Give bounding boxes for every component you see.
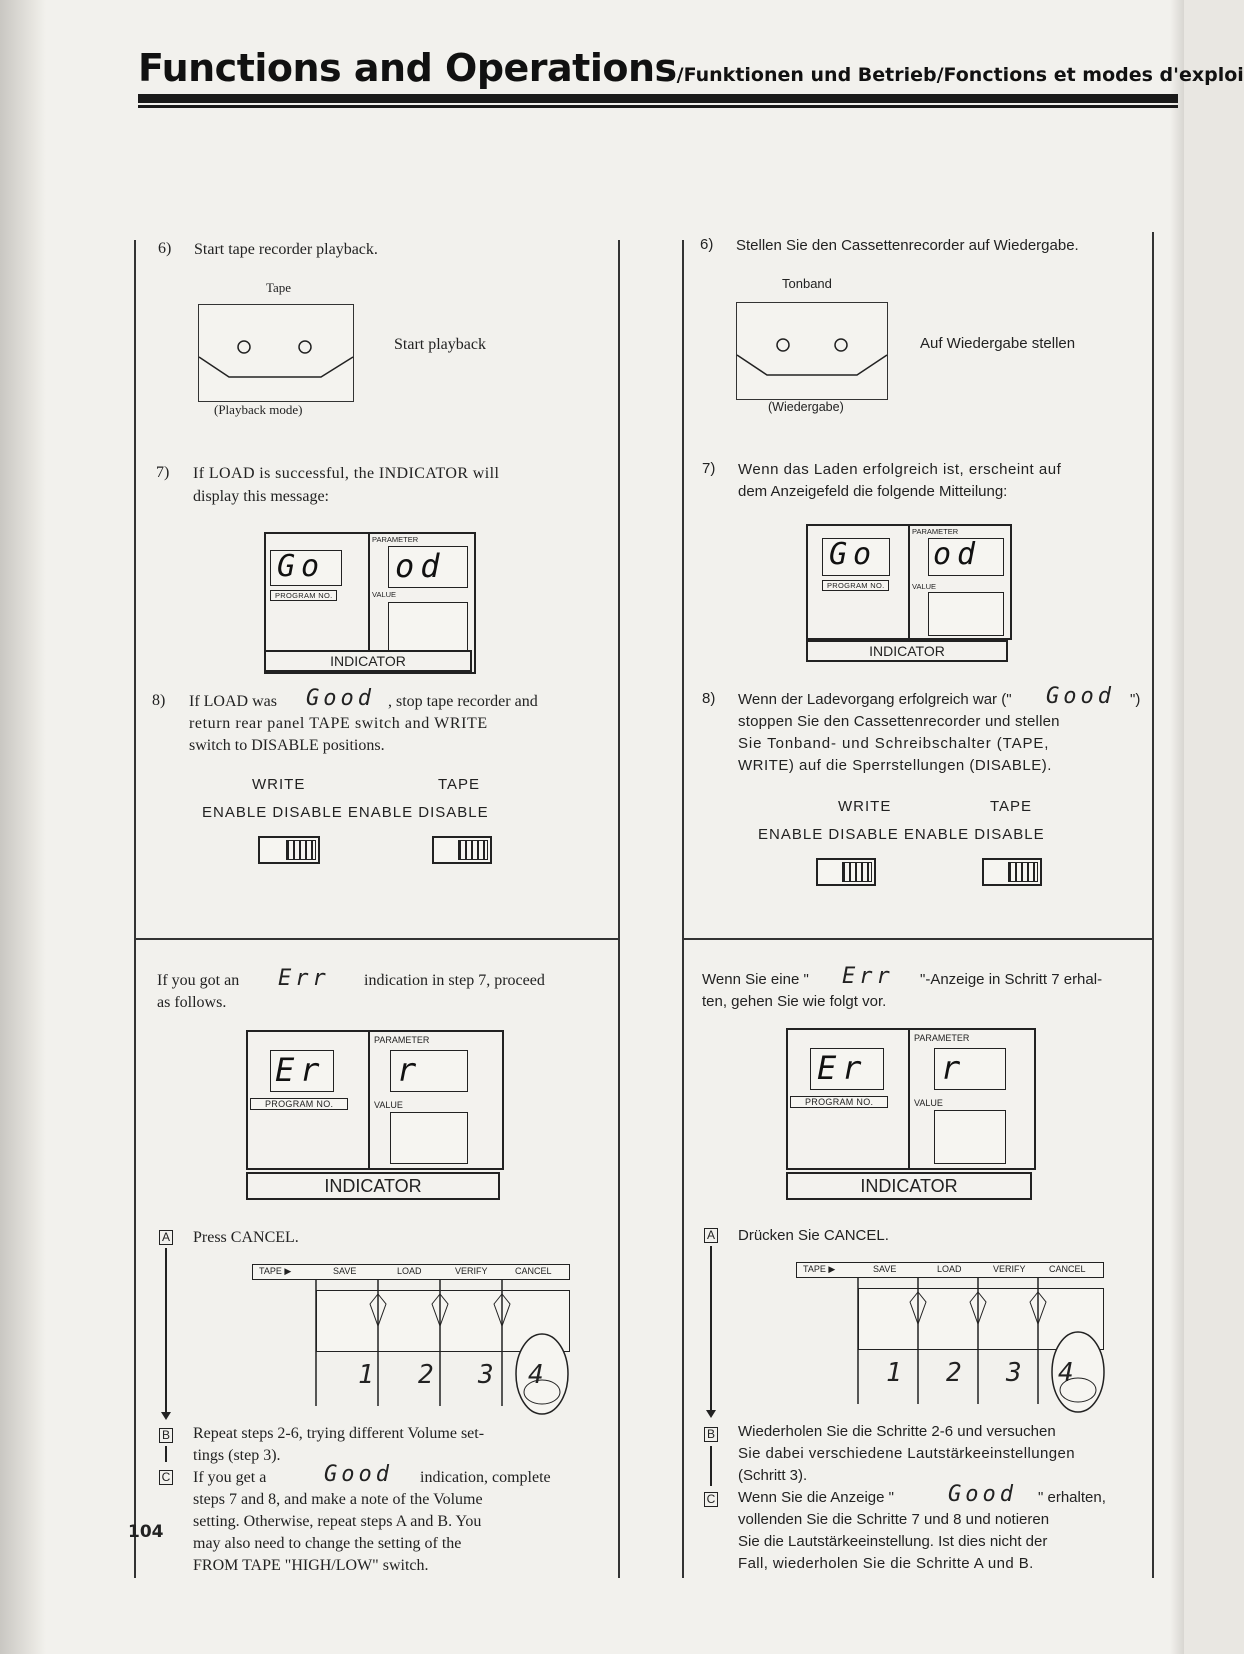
center-column-divider [618, 240, 620, 1578]
left-cassette-panel [252, 1264, 572, 1414]
right-playback-mode-label: (Wiedergabe) [768, 400, 844, 414]
page-header [138, 46, 1244, 90]
right-step-b-text-2: Sie dabei verschiedene Lautstärkeeinstellungen [738, 1445, 1075, 1462]
left-step6-number: 6) [158, 240, 172, 257]
program-no-tag: PROGRAM NO. [270, 590, 337, 601]
header-rule-thick [138, 94, 1178, 103]
panel-save-label: SAVE [873, 1264, 897, 1274]
left-step7-text-2: display this message: [193, 488, 329, 505]
panel-verify-label: VERIFY [455, 1266, 488, 1276]
panel-tape-label: TAPE ▶ [803, 1264, 836, 1274]
left-step8-text-1b: , stop tape recorder and [388, 693, 538, 710]
right-step-b-text-1: Wiederholen Sie die Schritte 2-6 und versuchen [738, 1423, 1056, 1440]
left-step8-text-1a: If LOAD was [189, 693, 277, 710]
left-column-border [134, 240, 136, 1578]
value-display [390, 1112, 468, 1164]
program-display [270, 550, 342, 586]
value-tag: VALUE [912, 582, 937, 591]
right-step-c-text-4: Fall, wiederholen Sie die Schritte A und B. [738, 1555, 1034, 1572]
left-step8-good-seg: Good [306, 686, 375, 711]
panel-cancel-label: CANCEL [1049, 1264, 1086, 1274]
parameter-display [934, 1048, 1006, 1090]
right-step8-number: 8) [702, 690, 716, 707]
left-step-a-text: Press CANCEL. [193, 1229, 299, 1246]
right-err-text-1b: "-Anzeige in Schritt 7 erhal- [920, 971, 1103, 988]
left-step-a-mark: A [159, 1230, 173, 1245]
header-rule-thin [138, 105, 1178, 108]
right-indicator-err [786, 1028, 1036, 1200]
right-step8-good-seg: Good [1046, 684, 1115, 709]
cassette-drawing [737, 303, 887, 399]
program-no-tag: PROGRAM NO. [250, 1098, 348, 1110]
parameter-display [390, 1050, 468, 1092]
parameter-display-text: od [933, 537, 982, 572]
panel-load-label: LOAD [937, 1264, 962, 1274]
right-indicator-good [806, 524, 1012, 664]
right-step7-text-2: dem Anzeigefeld die folgende Mitteilung: [738, 483, 1008, 500]
right-column-border [1152, 232, 1154, 1578]
right-step-arrow-line [710, 1246, 712, 1414]
panel-keys-drawing [252, 1264, 572, 1414]
right-step8-text-3: Sie Tonband- und Schreibschalter (TAPE, [738, 735, 1050, 752]
right-step-b-mark: B [704, 1427, 718, 1442]
parameter-label: PARAMETER [914, 1033, 970, 1043]
panel-key-4: 4 [528, 1360, 548, 1390]
right-step8-text-4: WRITE) auf die Sperrstellungen (DISABLE). [738, 757, 1052, 774]
right-step-c-text-3: Sie die Lautstärkeeinstellung. Ist dies nicht der [738, 1533, 1048, 1550]
left-enable-disable-labels: ENABLE DISABLE ENABLE DISABLE [202, 804, 489, 821]
parameter-display [928, 538, 1004, 576]
parameter-label: PARAMETER [374, 1035, 430, 1045]
right-step-c-text-2: vollenden Sie die Schritte 7 und 8 und notieren [738, 1511, 1050, 1528]
value-tag: VALUE [374, 1100, 403, 1110]
right-step8-text-1a: Wenn der Ladevorgang erfolgreich war (" [738, 691, 1012, 708]
header-title: Functions and Operations [138, 46, 677, 90]
right-cassette-panel [796, 1262, 1110, 1412]
panel-key-4: 4 [1058, 1358, 1078, 1388]
left-step-c-text-1b: indication, complete [420, 1469, 551, 1486]
panel-load-label: LOAD [397, 1266, 422, 1276]
left-step-c-text-5: FROM TAPE "HIGH/LOW" switch. [193, 1557, 429, 1574]
right-start-playback-label: Auf Wiedergabe stellen [920, 335, 1076, 352]
center-column-divider-2 [682, 240, 684, 1578]
panel-key-1: 1 [358, 1360, 378, 1390]
page-edge-shadow [1170, 0, 1184, 1654]
program-no-tag: PROGRAM NO. [790, 1096, 888, 1108]
program-display [270, 1050, 334, 1092]
program-display-text: Go [829, 537, 878, 572]
right-step-b-arrow [710, 1446, 712, 1486]
panel-keys-drawing [796, 1262, 1110, 1412]
right-step-b-text-3: (Schritt 3). [738, 1467, 808, 1484]
parameter-label: PARAMETER [372, 535, 419, 544]
left-step-c-text-3: setting. Otherwise, repeat steps A and B. You [193, 1513, 482, 1530]
right-tape-switch-label: TAPE [990, 798, 1033, 815]
panel-verify-label: VERIFY [993, 1264, 1026, 1274]
left-step8-text-3: switch to DISABLE positions. [189, 737, 385, 754]
left-tape-label: Tape [266, 280, 292, 295]
parameter-display-text: r [397, 1051, 423, 1089]
left-start-playback-label: Start playback [394, 336, 486, 353]
left-step-b-text-2: tings (step 3). [193, 1447, 281, 1464]
panel-save-label: SAVE [333, 1266, 357, 1276]
left-step-b-mark: B [159, 1428, 173, 1443]
right-write-label: WRITE [838, 798, 892, 815]
right-tape-label: Tonband [782, 276, 832, 291]
right-tape-switch [982, 858, 1042, 886]
left-step-c-text-2: steps 7 and 8, and make a note of the Volume [193, 1491, 483, 1508]
right-step-a-text: Drücken Sie CANCEL. [738, 1227, 889, 1244]
right-step7-number: 7) [702, 460, 716, 477]
program-display [822, 538, 890, 576]
page-binding-shadow [0, 0, 46, 1654]
right-enable-disable-labels: ENABLE DISABLE ENABLE DISABLE [758, 826, 1045, 843]
value-tag: VALUE [914, 1098, 943, 1108]
left-indicator-err [246, 1030, 504, 1200]
left-step8-number: 8) [152, 692, 166, 709]
left-tape-switch [432, 836, 492, 864]
right-step-a-mark: A [704, 1228, 718, 1243]
left-step7-number: 7) [156, 464, 170, 481]
program-no-tag: PROGRAM NO. [822, 580, 889, 591]
left-step-b-text-1: Repeat steps 2-6, trying different Volume set- [193, 1425, 485, 1442]
left-err-text-1a: If you got an [157, 972, 240, 989]
header-subtitle: /Funktionen und Betrieb/Fonctions et modes d'exploi [676, 64, 1244, 86]
panel-key-3: 3 [1006, 1358, 1026, 1388]
left-step6-text: Start tape recorder playback. [194, 241, 378, 258]
right-step8-text-2: stoppen Sie den Cassettenrecorder und stellen [738, 713, 1060, 730]
right-step-c-mark: C [704, 1492, 718, 1507]
indicator-label-bar: INDICATOR [806, 640, 1008, 662]
panel-key-3: 3 [478, 1360, 498, 1390]
left-err-text-1b: indication in step 7, proceed [364, 972, 545, 989]
panel-key-2: 2 [946, 1358, 966, 1388]
left-err-seg: Err [278, 966, 330, 991]
program-display-text: Er [275, 1051, 326, 1089]
program-display-text: Er [817, 1049, 868, 1087]
indicator-label-bar: INDICATOR [264, 650, 472, 672]
parameter-display [388, 546, 468, 588]
left-step-c-text-4: may also need to change the setting of the [193, 1535, 462, 1552]
right-err-text-2: ten, gehen Sie wie folgt vor. [702, 993, 887, 1010]
value-display [928, 592, 1004, 636]
right-err-seg: Err [842, 964, 894, 989]
left-write-label: WRITE [252, 776, 306, 793]
right-write-switch [816, 858, 876, 886]
left-write-switch [258, 836, 320, 864]
right-step8-text-1b: ") [1130, 691, 1141, 708]
left-step7-text-1: If LOAD is successful, the INDICATOR will [193, 465, 500, 482]
program-display [810, 1048, 884, 1090]
panel-tape-label: TAPE ▶ [259, 1266, 292, 1276]
parameter-label: PARAMETER [912, 527, 959, 536]
cassette-drawing [199, 305, 353, 401]
left-playback-mode-label: (Playback mode) [214, 402, 303, 417]
panel-key-2: 2 [418, 1360, 438, 1390]
panel-key-1: 1 [886, 1358, 906, 1388]
left-step-c-good-seg: Good [324, 1462, 393, 1487]
left-cassette-diagram [198, 304, 354, 402]
left-step-c-text-1a: If you get a [193, 1469, 267, 1486]
parameter-display-text: r [941, 1049, 967, 1087]
page-number: 104 [128, 1522, 164, 1542]
left-step-c-mark: C [159, 1470, 173, 1485]
value-display [934, 1110, 1006, 1164]
right-step-c-good-seg: Good [948, 1482, 1017, 1507]
left-step8-text-2: return rear panel TAPE switch and WRITE [189, 715, 488, 732]
left-tape-switch-label: TAPE [438, 776, 481, 793]
left-err-text-2: as follows. [157, 994, 227, 1011]
left-step-b-arrow [165, 1446, 167, 1462]
section-divider-left [134, 938, 620, 940]
program-display-text: Go [277, 549, 326, 584]
right-step6-number: 6) [700, 236, 714, 253]
parameter-display-text: od [395, 547, 446, 585]
right-cassette-diagram [736, 302, 888, 400]
section-divider-right [682, 938, 1154, 940]
right-step6-text: Stellen Sie den Cassettenrecorder auf Wiedergabe. [736, 237, 1079, 254]
right-step-c-text-1b: " erhalten, [1038, 1489, 1106, 1506]
value-tag: VALUE [372, 590, 397, 599]
indicator-label-bar: INDICATOR [786, 1172, 1032, 1200]
panel-cancel-label: CANCEL [515, 1266, 552, 1276]
right-step-c-text-1a: Wenn Sie die Anzeige " [738, 1489, 894, 1506]
right-step-arrow-head [706, 1410, 716, 1418]
right-err-text-1a: Wenn Sie eine " [702, 971, 809, 988]
left-step-arrow-head [161, 1412, 171, 1420]
left-step-arrow-line [165, 1248, 167, 1416]
right-step7-text-1: Wenn das Laden erfolgreich ist, erscheint auf [738, 461, 1062, 478]
indicator-label-bar: INDICATOR [246, 1172, 500, 1200]
